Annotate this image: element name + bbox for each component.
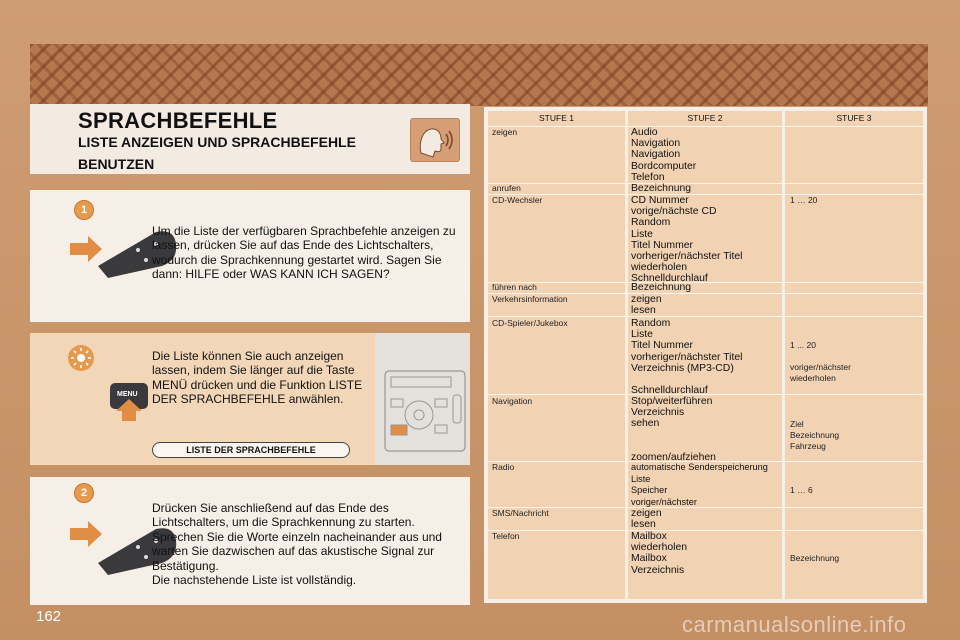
tip-text: Die Liste können Sie auch anzeigen lassen, indem Sie länger auf die Taste MENÜ drücken und die Funktion LISTE DER SPRACHBEFEHLE anwählen.: [152, 349, 363, 407]
step1-badge: 1: [74, 200, 94, 220]
table-divider: [488, 183, 923, 184]
tip-panel: [30, 333, 470, 465]
voice-command-icon: [410, 118, 460, 162]
table-row-5-stufe2: zeigen lesen: [631, 294, 662, 317]
table-row-8-stufe2: automatische Senderspeicherung Liste Speicher voriger/nächster: [631, 462, 768, 507]
table-row-4-stufe1: führen nach: [492, 282, 537, 292]
table-row-3-stufe1: CD-Wechsler: [492, 195, 543, 205]
step2-text: Drücken Sie anschließend auf das Ende des Lichtschalters, um die Sprachkennung zu starten. Sprechen Sie die Worte einzeln nacheinander aus und warten Sie dazwischen auf das akustische Signal zur Bestätigung. Die nachstehende Liste ist vollständig.: [152, 501, 442, 588]
page-subtitle-line2: BENUTZEN: [78, 156, 155, 172]
table-row-7-stufe2: Stop/weiterführen Verzeichnis sehen zoomen/aufziehen: [631, 396, 716, 464]
tip-sun-icon: [68, 345, 94, 371]
table-header-3: STUFE 3: [785, 111, 923, 126]
decorative-hatch-band: [30, 44, 928, 106]
table-row-10-stufe1: Telefon: [492, 531, 520, 541]
table-row-3-stufe3: 1 … 20: [790, 195, 818, 205]
page-subtitle-line1: LISTE ANZEIGEN UND SPRACHBEFEHLE: [78, 134, 356, 150]
radio-unit-illustration: [375, 333, 470, 465]
table-row-10-stufe2: Mailbox wiederholen Mailbox Verzeichnis: [631, 531, 688, 576]
step1-panel: [30, 190, 470, 322]
table-row-1-stufe2: Audio Navigation Navigation Bordcomputer Telefon: [631, 127, 697, 183]
table-row-10-stufe3: Bezeichnung: [790, 553, 840, 563]
table-row-9-stufe2: zeigen lesen: [631, 508, 662, 531]
table-divider: [488, 126, 923, 127]
table-row-5-stufe1: Verkehrsinformation: [492, 294, 568, 304]
table-divider: [488, 316, 923, 317]
voice-command-list-button[interactable]: LISTE DER SPRACHBEFEHLE: [152, 442, 350, 458]
watermark: carmanualsonline.info: [682, 612, 907, 637]
voice-command-table: [484, 107, 927, 603]
table-header-1: STUFE 1: [488, 111, 625, 126]
title-panel: [30, 104, 470, 174]
table-row-6-stufe1: CD-Spieler/Jukebox: [492, 318, 568, 328]
table-row-8-stufe1: Radio: [492, 462, 515, 472]
table-row-7-stufe3: Ziel Bezeichnung Fahrzeug: [790, 419, 840, 451]
step1-text: Um die Liste der verfügbaren Sprachbefehle anzeigen zu lassen, drücken Sie auf das Ende des Lichtschalters, wodurch die Sprachkennung gestartet wird. Sagen Sie dann: HILFE oder WAS KANN ICH SAGEN?: [152, 224, 456, 282]
table-header-2: STUFE 2: [628, 111, 782, 126]
step2-panel: [30, 477, 470, 605]
table-row-7-stufe1: Navigation: [492, 396, 533, 406]
table-row-2-stufe2: Bezeichnung: [631, 183, 692, 194]
table-row-2-stufe1: anrufen: [492, 183, 521, 193]
menu-key-icon: [108, 381, 150, 421]
table-divider: [488, 530, 923, 531]
table-row-1-stufe1: zeigen: [492, 127, 518, 137]
table-row-3-stufe2: CD Nummer vorige/nächste CD Random Liste Titel Nummer vorheriger/nächster Titel wiederholen Schnelldurchlauf: [631, 195, 743, 285]
menu-key-label: MENU: [117, 391, 138, 398]
page-title: SPRACHBEFEHLE: [78, 108, 278, 133]
table-row-6-stufe3: 1 ... 20 voriger/nächster wiederholen: [790, 340, 851, 383]
table-row-6-stufe2: Random Liste Titel Nummer vorheriger/nächster Titel Verzeichnis (MP3-CD) Schnelldurchlauf: [631, 318, 743, 397]
table-row-9-stufe1: SMS/Nachricht: [492, 508, 549, 518]
table-row-4-stufe2: Bezeichnung: [631, 282, 692, 293]
step2-badge: 2: [74, 483, 94, 503]
table-row-8-stufe3: 1 … 6: [790, 485, 813, 495]
page-number: 162: [36, 608, 62, 625]
